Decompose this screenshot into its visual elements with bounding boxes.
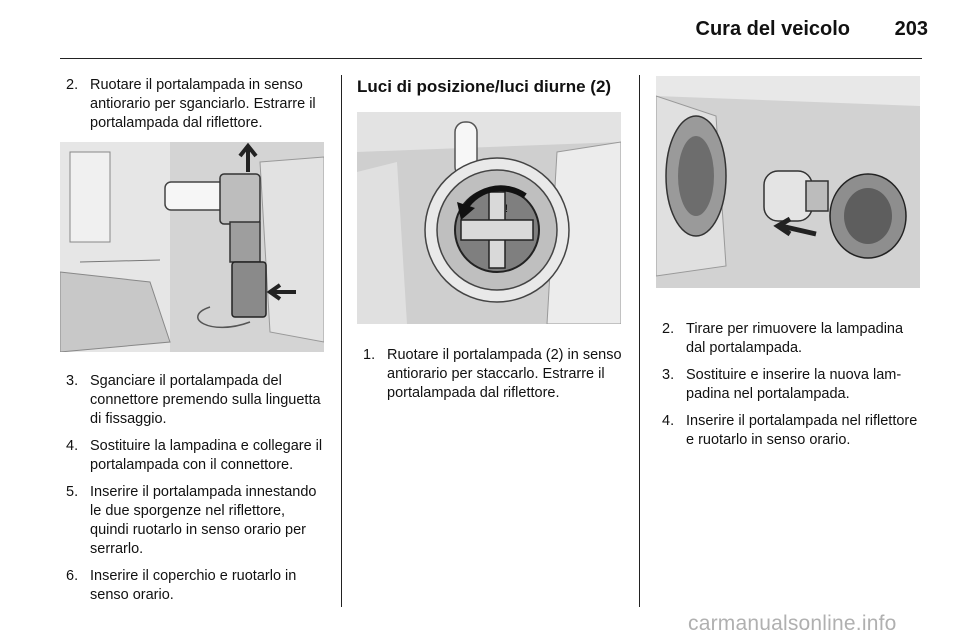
- instruction-step: [357, 346, 625, 403]
- step-number: 4.: [662, 413, 675, 429]
- page-title: Cura del veicolo: [695, 18, 850, 40]
- step-number: 2.: [66, 77, 79, 93]
- step-number: 2.: [662, 321, 675, 337]
- svg-text:!: !: [505, 203, 509, 215]
- step-number: 3.: [66, 373, 79, 389]
- left-column: [60, 76, 326, 613]
- instruction-step: [656, 412, 924, 450]
- steps: [357, 346, 625, 403]
- step-number: 6.: [66, 568, 79, 584]
- step-number: 4.: [66, 438, 79, 454]
- instruction-step: [60, 483, 326, 559]
- steps: [656, 320, 924, 450]
- right-column: [656, 76, 924, 458]
- bulb-pull-out-icon: [656, 76, 920, 288]
- middle-column: [357, 76, 625, 411]
- column-divider-right: [639, 75, 640, 607]
- instruction-step: [656, 320, 924, 358]
- step-text: Ruotare il portalampada (2) in senso antiorario per staccarlo. Estrarre il portalampada dal riflettore.: [387, 347, 622, 401]
- step-text: Inserire il portalampada innestando le due sporgenze nel riflettore, quindi ruotarlo in senso orario per serrarlo.: [90, 484, 317, 557]
- step-number: 1.: [363, 347, 376, 363]
- step-number: 5.: [66, 484, 79, 500]
- bulb-holder-rotate-icon: [357, 112, 621, 324]
- watermark: carmanualsonline.info: [688, 612, 897, 635]
- section-title: Luci di posizione/luci diurne (2): [357, 77, 612, 96]
- step-text: Sganciare il portalampada del connettore premendo sulla linguetta di fissaggio.: [90, 373, 321, 427]
- step-text: Sostituire la lampadina e collegare il portalampada con il connettore.: [90, 438, 323, 473]
- headlamp-bulb-removal-icon: [60, 142, 324, 352]
- step-text: Sostituire e inserire la nuova lampadina nel portalampada.: [686, 367, 902, 402]
- step-text: Inserire il coperchio e ruotarlo in senso orario.: [90, 568, 297, 603]
- step-text: Ruotare il portalampada in senso antiorario per sganciarlo. Estrarre il portalampada dal riflettore.: [90, 77, 316, 131]
- instruction-step: [60, 437, 326, 475]
- column-divider-left: [341, 75, 342, 607]
- page-number: 203: [894, 18, 928, 40]
- instruction-step: [60, 372, 326, 429]
- steps-top: [60, 76, 326, 133]
- step-text: Inserire il portalampada nel riflettore e ruotarlo in senso orario.: [686, 413, 918, 448]
- instruction-step: [656, 366, 924, 404]
- header-divider: [60, 58, 922, 59]
- step-number: 3.: [662, 367, 675, 383]
- step-text: Tirare per rimuovere la lampadina dal portalampada.: [686, 321, 904, 356]
- instruction-step: [60, 76, 326, 133]
- steps-bottom: [60, 372, 326, 605]
- instruction-step: [60, 567, 326, 605]
